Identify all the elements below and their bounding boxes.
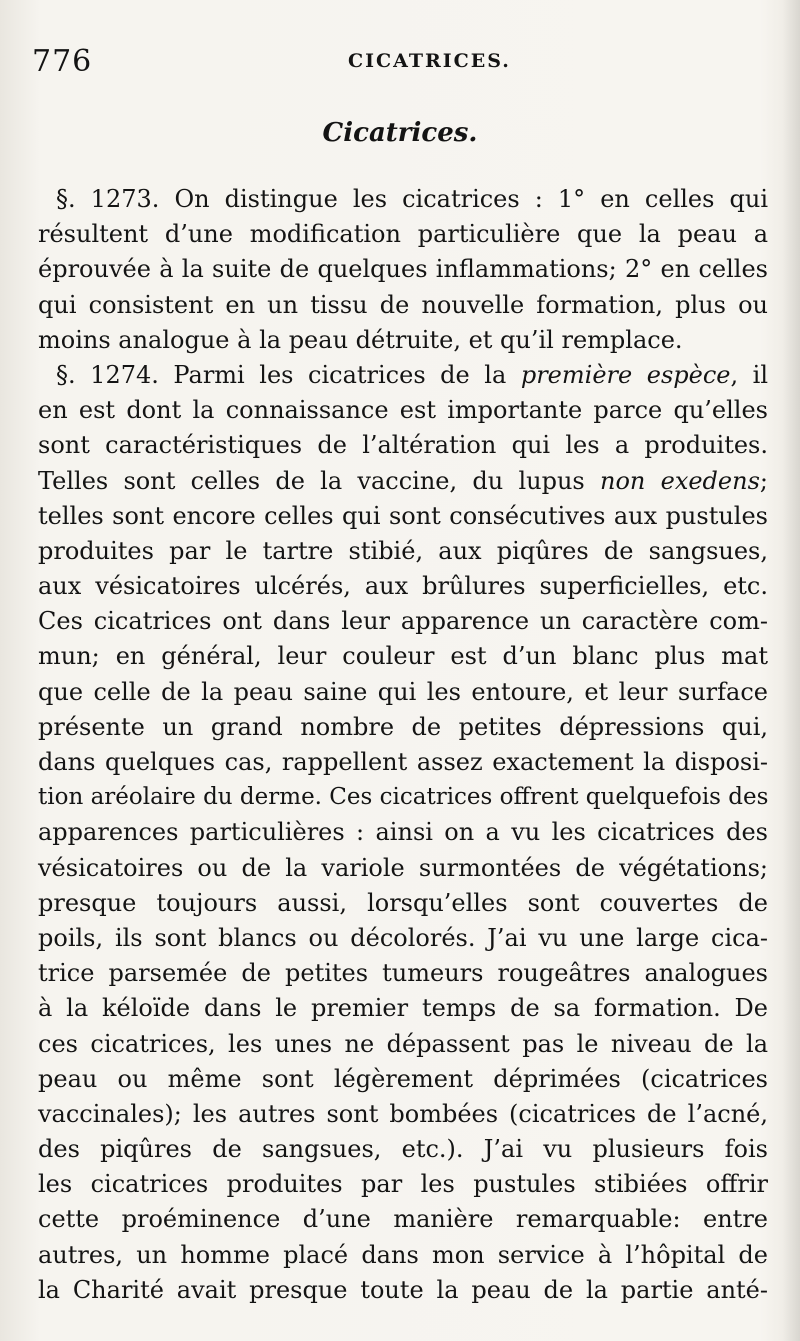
- text-line: presque toujours aussi, lorsqu’elles sont couvertes de: [38, 888, 768, 917]
- text-line: mun; en général, leur couleur est d’un blanc plus mat: [38, 642, 768, 671]
- text-line: tion aréolaire du derme. Ces cicatrices offrent quelquefois des: [38, 784, 769, 811]
- text-line: vaccinales); les autres sont bombées (cicatrices de l’acné,: [38, 1099, 768, 1128]
- text-line: à la kéloïde dans le premier temps de sa formation. De: [38, 994, 768, 1023]
- text-segment: ;: [759, 466, 768, 495]
- text-line: aux vésicatoires ulcérés, aux brûlures superficielles, etc.: [38, 572, 768, 601]
- page-number: 776: [32, 44, 93, 79]
- text-segment: , il: [730, 360, 769, 389]
- text-line: des piqûres de sangsues, etc.). J’ai vu plusieurs fois: [38, 1135, 768, 1164]
- text-line: [38, 358, 768, 393]
- text-line: ces cicatrices, les unes ne dépassent pas le niveau de la: [38, 1029, 768, 1058]
- page-edge-shadow: [782, 0, 800, 1341]
- text-line: que celle de la peau saine qui les entoure, et leur surface: [38, 677, 768, 706]
- running-head: CICATRICES.: [348, 50, 511, 72]
- text-line: autres, un homme placé dans mon service à l’hôpital de: [38, 1240, 768, 1269]
- text-line: présente un grand nombre de petites dépressions qui,: [38, 712, 768, 741]
- section-title: Cicatrices.: [322, 118, 478, 148]
- text-line: qui consistent en un tissu de nouvelle formation, plus ou: [38, 290, 768, 319]
- italic-term: première espèce: [520, 360, 731, 389]
- text-line: produites par le tartre stibié, aux piqûres de sangsues,: [38, 536, 768, 565]
- text-line: telles sont encore celles qui sont consécutives aux pustules: [38, 501, 768, 530]
- text-line: apparences particulières : ainsi on a vu les cicatrices des: [38, 818, 768, 847]
- text-line: cette proéminence d’une manière remarquable: entre: [38, 1205, 768, 1234]
- text-line: trice parsemée de petites tumeurs rougeâtres analogues: [38, 959, 768, 988]
- text-line: peau ou même sont légèrement déprimées (cicatrices: [38, 1064, 768, 1093]
- text-line: poils, ils sont blancs ou décolorés. J’ai vu une large cica-: [38, 923, 768, 952]
- text-line: moins analogue à la peau détruite, et qu’il remplace.: [38, 325, 683, 354]
- text-line: la Charité avait presque toute la peau de la partie anté-: [38, 1275, 768, 1304]
- text-segment: §. 1274. Parmi les cicatrices de la: [56, 360, 521, 389]
- page-header: [30, 44, 770, 84]
- text-line: sont caractéristiques de l’altération qui les a produites.: [38, 431, 768, 460]
- text-line: éprouvée à la suite de quelques inflammations; 2° en celles: [38, 255, 768, 284]
- text-line: dans quelques cas, rappellent assez exactement la disposi-: [38, 748, 768, 776]
- text-line: les cicatrices produites par les pustules stibiées offrir: [38, 1170, 768, 1199]
- text-line: Ces cicatrices ont dans leur apparence un caractère com-: [38, 607, 768, 636]
- text-line: [38, 464, 768, 499]
- text-line: en est dont la connaissance est importante parce qu’elles: [38, 396, 768, 425]
- italic-term: non exedens: [600, 466, 760, 495]
- text-line: résultent d’une modification particulière que la peau a: [38, 220, 768, 249]
- body-text: [38, 182, 768, 1308]
- text-segment: Telles sont celles de la vaccine, du lupus: [38, 466, 600, 495]
- text-line: vésicatoires ou de la variole surmontées de végétations;: [38, 853, 768, 882]
- text-line: §. 1273. On distingue les cicatrices : 1° en celles qui: [56, 185, 768, 213]
